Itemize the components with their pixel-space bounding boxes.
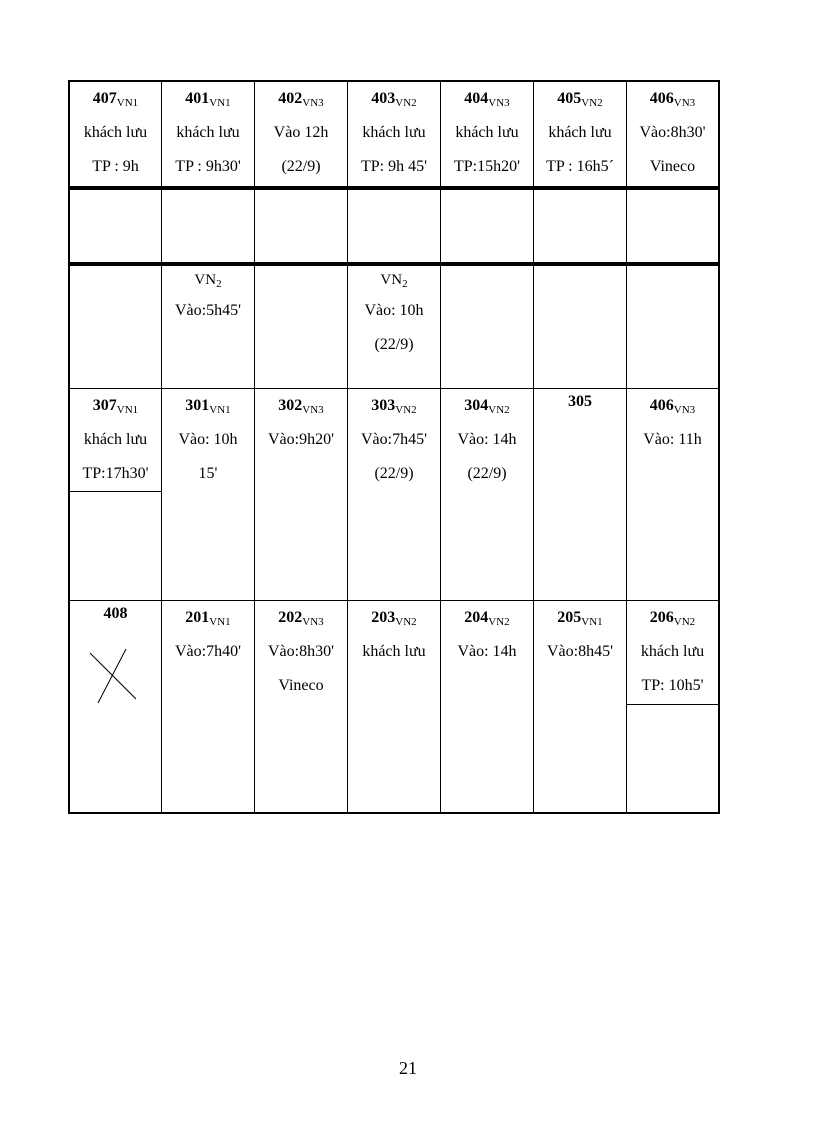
cell-partial-divider [626, 704, 720, 705]
cross-mark-icon [86, 647, 140, 705]
note-cell [348, 266, 440, 362]
cell-line: khách lưu [455, 124, 519, 141]
cell-line: Vineco [649, 158, 696, 175]
cell-line: Vào: 10h [178, 431, 238, 448]
room-label: $406_{VN3}$ [649, 397, 696, 416]
room-cell [534, 82, 626, 184]
cell-line: TP: 9h 45' [361, 158, 427, 175]
room-label: $403_{VN2}$ [371, 90, 417, 109]
room-label: $206_{VN2}$ [649, 609, 696, 628]
room-cell [441, 601, 533, 669]
room-label: 408 [103, 605, 128, 622]
cell-line: TP: 10h5' [641, 677, 704, 694]
room-cell [255, 389, 347, 457]
room-cell [627, 601, 718, 703]
room-label: 305 [568, 393, 592, 410]
cell-line: Vào:7h45' [361, 431, 427, 448]
room-cell [348, 601, 440, 669]
vn-label: $VN_2$ [380, 272, 408, 290]
room-label: $203_{VN2}$ [371, 609, 417, 628]
room-cell [348, 389, 440, 491]
cell-line: TP : 16h5´ [546, 158, 614, 175]
cell-partial-divider [68, 491, 161, 492]
cell-line: Vào:5h45' [175, 302, 241, 319]
cell-line: Vào: 11h [643, 431, 702, 448]
room-cell [162, 82, 254, 184]
room-cell [162, 389, 254, 491]
room-cell [627, 389, 718, 457]
page-number: 21 [399, 1058, 417, 1078]
cell-line: TP:17h30' [82, 465, 149, 482]
cell-line: Vào:9h20' [268, 431, 334, 448]
cell-line: Vào: 14h [457, 643, 517, 660]
room-label: $202_{VN3}$ [278, 609, 324, 628]
cell-line: Vào:7h40' [175, 643, 241, 660]
room-label: $205_{VN1}$ [557, 609, 603, 628]
room-label: $406_{VN3}$ [649, 90, 696, 109]
room-label: $402_{VN3}$ [278, 90, 324, 109]
cell-line: TP : 9h [92, 158, 139, 175]
cell-line: (22/9) [374, 465, 414, 482]
cell-line: (22/9) [467, 465, 507, 482]
room-label: $303_{VN2}$ [371, 397, 417, 416]
room-label: $307_{VN1}$ [92, 397, 139, 416]
room-cell [255, 82, 347, 184]
cell-line: TP : 9h30' [175, 158, 241, 175]
room-cell [70, 597, 161, 631]
cell-line: khách lưu [362, 124, 426, 141]
column-divider [533, 80, 534, 814]
cell-line: 15' [198, 465, 218, 482]
cell-line: Vào 12h [273, 124, 329, 141]
cell-line: Vào: 14h [457, 431, 517, 448]
room-label: $401_{VN1}$ [185, 90, 231, 109]
room-cell [441, 389, 533, 491]
cell-line: khách lưu [640, 643, 705, 660]
cell-line: khách lưu [83, 431, 148, 448]
cell-line: (22/9) [281, 158, 321, 175]
cell-line: khách lưu [362, 643, 426, 660]
room-cell [534, 601, 626, 669]
room-cell [534, 385, 626, 419]
cell-line: TP:15h20' [454, 158, 520, 175]
room-label: $201_{VN1}$ [185, 609, 231, 628]
cell-line: Vào:8h45' [547, 643, 613, 660]
room-label: $404_{VN3}$ [464, 90, 510, 109]
room-status-table [68, 80, 720, 814]
cell-line: (22/9) [374, 336, 414, 353]
cell-line: Vào: 10h [364, 302, 424, 319]
cell-line: Vào:8h30' [268, 643, 334, 660]
row-divider-thick [68, 186, 720, 190]
table-border-bottom [68, 812, 720, 814]
room-label: $301_{VN1}$ [185, 397, 231, 416]
cell-line: khách lưu [548, 124, 612, 141]
cell-line: khách lưu [83, 124, 148, 141]
room-cell [348, 82, 440, 184]
room-label: $204_{VN2}$ [464, 609, 510, 628]
room-cell [70, 82, 161, 184]
room-label: $302_{VN3}$ [278, 397, 324, 416]
note-cell [162, 266, 254, 328]
cell-line: khách lưu [176, 124, 240, 141]
vn-label: $VN_2$ [194, 272, 222, 290]
room-cell [441, 82, 533, 184]
room-label: $405_{VN2}$ [557, 90, 603, 109]
room-cell [255, 601, 347, 703]
cell-line: Vineco [278, 677, 324, 694]
room-cell [162, 601, 254, 669]
room-label: $407_{VN1}$ [92, 90, 139, 109]
room-cell [70, 389, 161, 491]
room-cell [627, 82, 718, 184]
room-label: $304_{VN2}$ [464, 397, 510, 416]
cell-line: Vào:8h30' [639, 124, 706, 141]
